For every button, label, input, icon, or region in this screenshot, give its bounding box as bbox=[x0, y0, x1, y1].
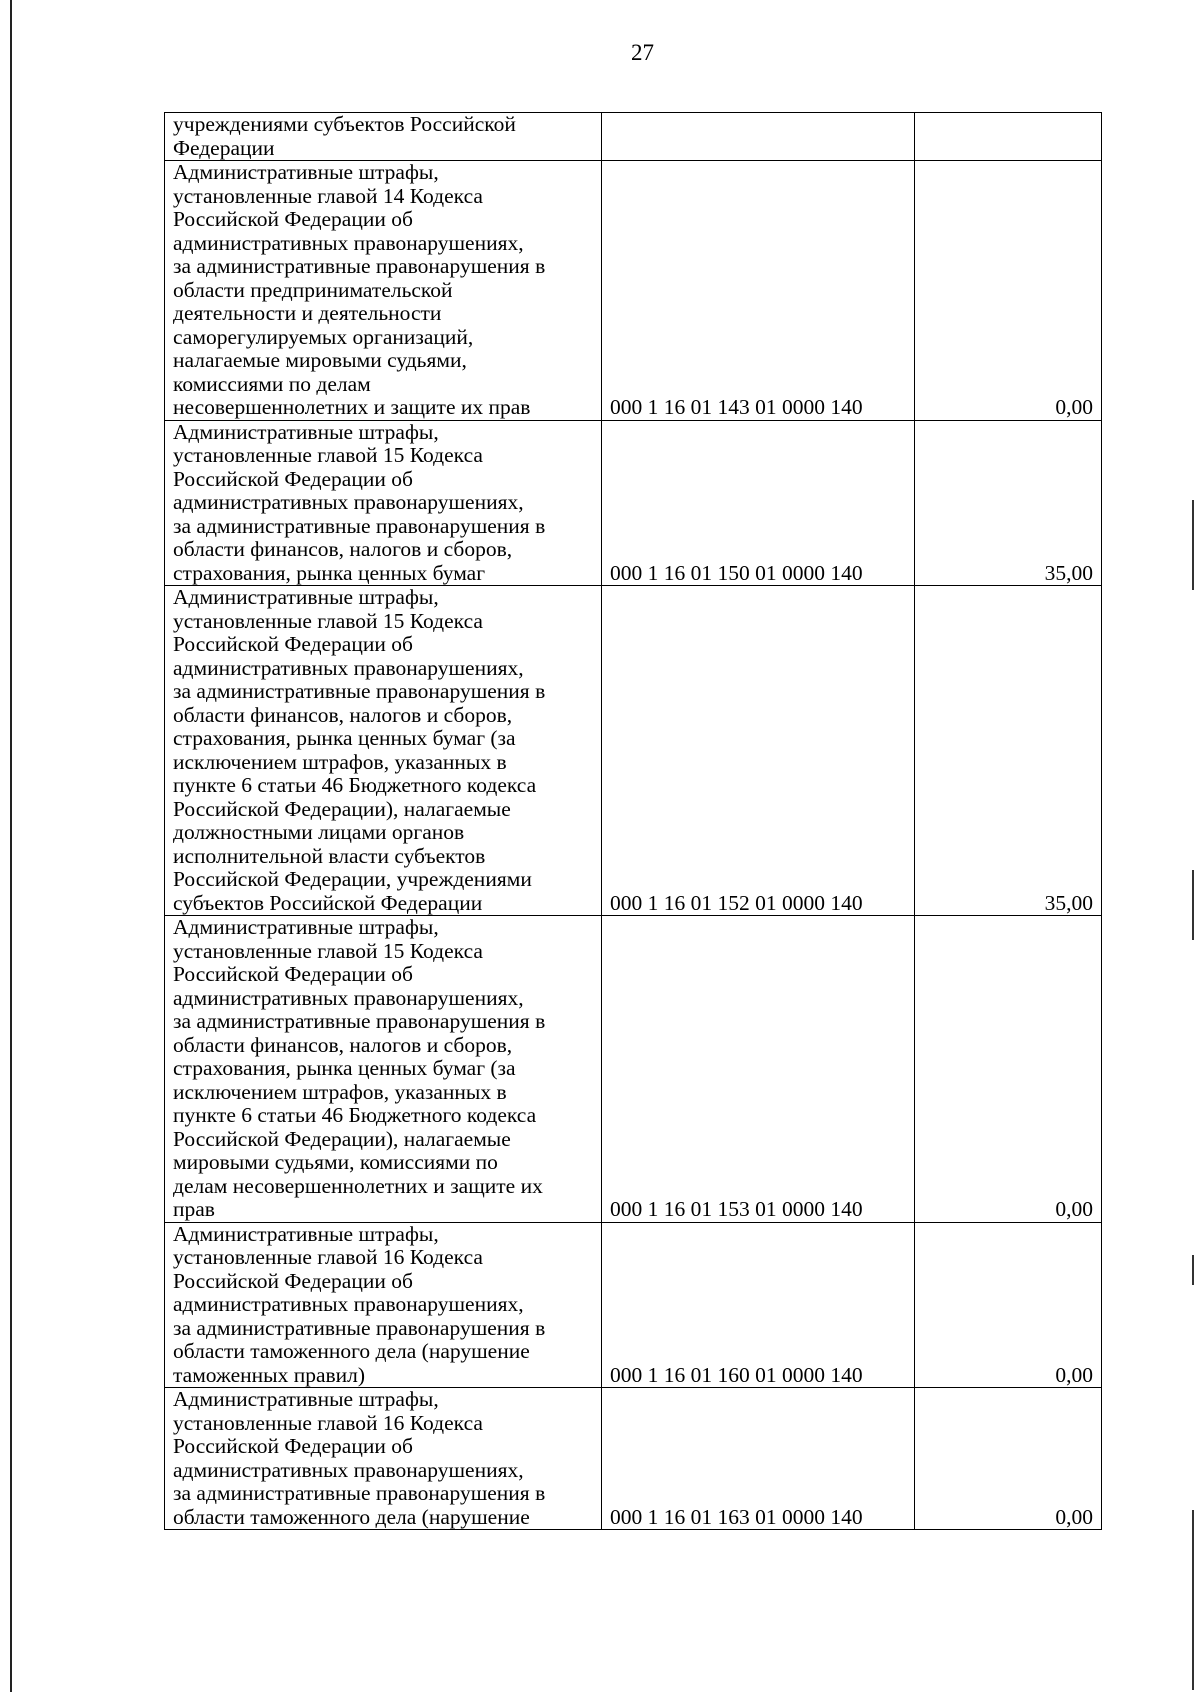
revenue-name: Административные штрафы, установленные главой 16 Кодекса Российской Федерации об административных правонарушениях, за административные правонарушения в области таможенного дела (нарушение bbox=[173, 1387, 546, 1529]
revenue-name: Административные штрафы, установленные главой 15 Кодекса Российской Федерации об административных правонарушениях, за административные правонарушения в области финансов, налогов и сборов, страхования, рынка ценных бумаг bbox=[173, 419, 546, 585]
revenue-name: Административные штрафы, установленные главой 14 Кодекса Российской Федерации об административных правонарушениях, за административные правонарушения в области предпринимательской деятельности и деятельности саморегулируемых организаций, налагаемые мировыми судьями, комиссиями по делам несовершеннолетних и защите их прав bbox=[173, 160, 546, 419]
table-body bbox=[165, 113, 1102, 1530]
revenue-name: учреждениями субъектов Российской Федерации bbox=[173, 112, 516, 160]
budget-code: 000 1 16 01 163 01 0000 140 bbox=[602, 1388, 915, 1530]
revenue-name: Административные штрафы, установленные главой 15 Кодекса Российской Федерации об административных правонарушениях, за административные правонарушения в области финансов, налогов и сборов, страхования, рынка ценных бумаг (за исключением штрафов, указанных в пункте 6 статьи 46 Бюджетного кодекса Российской Федерации), налагаемые мировыми судьями, комиссиями по делам несовершеннолетних и защите их прав bbox=[173, 915, 546, 1221]
scan-edge-right-mark bbox=[1192, 1510, 1194, 1690]
table-row bbox=[165, 113, 1102, 161]
revenue-name-cell bbox=[165, 420, 602, 586]
amount-value: 35,00 bbox=[915, 420, 1102, 586]
amount-value: 35,00 bbox=[915, 586, 1102, 916]
revenue-name-cell bbox=[165, 586, 602, 916]
amount-value: 0,00 bbox=[915, 1222, 1102, 1388]
table-row bbox=[165, 916, 1102, 1223]
budget-code bbox=[602, 113, 915, 161]
budget-code: 000 1 16 01 153 01 0000 140 bbox=[602, 916, 915, 1223]
amount-value: 0,00 bbox=[915, 161, 1102, 421]
budget-code: 000 1 16 01 160 01 0000 140 bbox=[602, 1222, 915, 1388]
budget-code: 000 1 16 01 143 01 0000 140 bbox=[602, 161, 915, 421]
amount-value: 0,00 bbox=[915, 916, 1102, 1223]
scan-edge-right-mark bbox=[1192, 500, 1194, 590]
revenue-name-cell bbox=[165, 1388, 602, 1530]
table-row bbox=[165, 586, 1102, 916]
scan-edge-left bbox=[10, 0, 12, 1692]
revenue-name-cell bbox=[165, 161, 602, 421]
revenue-name: Административные штрафы, установленные главой 15 Кодекса Российской Федерации об административных правонарушениях, за административные правонарушения в области финансов, налогов и сборов, страхования, рынка ценных бумаг (за исключением штрафов, указанных в пункте 6 статьи 46 Бюджетного кодекса Российской Федерации), налагаемые должностными лицами органов исполнительной власти субъектов Российской Федерации, учреждениями субъектов Российской Федерации bbox=[173, 585, 546, 915]
table-row bbox=[165, 161, 1102, 421]
page-number: 27 bbox=[631, 40, 654, 65]
scan-edge-right-mark bbox=[1192, 1255, 1194, 1285]
table-row bbox=[165, 1388, 1102, 1530]
scan-edge-right-mark bbox=[1192, 870, 1194, 940]
amount-value bbox=[915, 113, 1102, 161]
revenue-name-cell bbox=[165, 916, 602, 1223]
budget-code: 000 1 16 01 150 01 0000 140 bbox=[602, 420, 915, 586]
revenue-name-cell bbox=[165, 1222, 602, 1388]
amount-value: 0,00 bbox=[915, 1388, 1102, 1530]
table-row bbox=[165, 420, 1102, 586]
budget-code: 000 1 16 01 152 01 0000 140 bbox=[602, 586, 915, 916]
revenue-name: Административные штрафы, установленные главой 16 Кодекса Российской Федерации об административных правонарушениях, за административные правонарушения в области таможенного дела (нарушение таможенных правил) bbox=[173, 1221, 546, 1387]
revenue-name-cell bbox=[165, 113, 602, 161]
table-row bbox=[165, 1222, 1102, 1388]
revenue-table bbox=[164, 112, 1102, 1530]
